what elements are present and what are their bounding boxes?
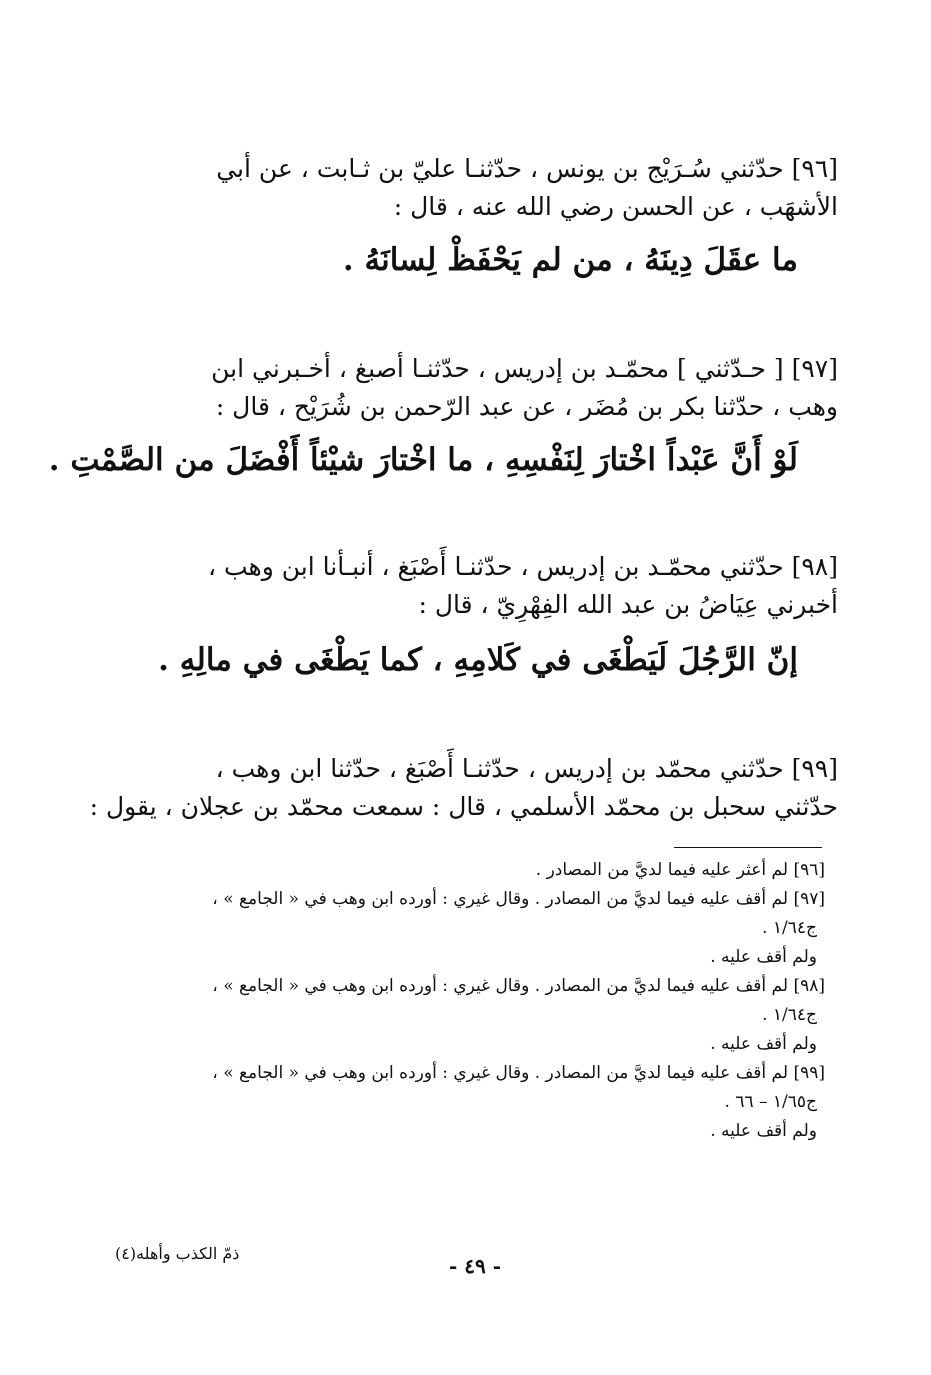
hadith-line: [٩٧] [ حـدّثني ] محمّـد بن إدريس ، حدّثنـا أصبغ ، أخـبرني ابن (211, 354, 838, 383)
footnote-line: ج١/٦٤ . (762, 1005, 817, 1025)
hadith-line: [٩٩] حدّثني محمّد بن إدريس ، حدّثنـا أَصْبَغ ، حدّثنا ابن وهب ، (215, 754, 838, 783)
hadith-96 (150, 150, 838, 282)
footnotes (135, 856, 825, 1146)
page-number: - ٤٩ - (448, 1254, 501, 1278)
hadith-line: الأشهَب ، عن الحسن رضي الله عنه ، قال : (393, 192, 838, 221)
hadith-98 (150, 548, 838, 682)
footnote-line: [٩٦] لم أعثر عليه فيما لديَّ من المصادر . (535, 860, 825, 880)
hadith-line: حدّثني سحبل بن محمّد الأسلمي ، قال : سمعت محمّد بن عجلان ، يقول : (89, 792, 838, 821)
hadith-line: وهب ، حدّثنا بكر بن مُضَر ، عن عبد الرّحمن بن شُرَيْح ، قال : (215, 392, 838, 421)
hadith-97 (48, 350, 838, 482)
footnote-divider (674, 847, 822, 848)
footnote-line: [٩٧] لم أقف عليه فيما لديَّ من المصادر . وقال غيري : أورده ابن وهب في « الجامع » ، (212, 889, 825, 909)
footnote-line: [٩٨] لم أقف عليه فيما لديَّ من المصادر . وقال غيري : أورده ابن وهب في « الجامع » ، (212, 976, 825, 996)
hadith-line: [٩٨] حدّثني محمّـد بن إدريس ، حدّثنـا أَصْبَغ ، أنبـأنا ابن وهب ، (207, 552, 838, 581)
footnote-line: ولم أقف عليه . (710, 1121, 817, 1141)
footnote-line: ج١/٦٤ . (762, 918, 817, 938)
hadith-line: [٩٦] حدّثني سُـرَيْج بن يونس ، حدّثنـا عليّ بن ثـابت ، عن أبي (216, 154, 838, 183)
hadith-quote: لَوْ أَنَّ عَبْداً اخْتارَ لِنَفْسِهِ ، ما اخْتارَ شيْئاً أَفْضَلَ من الصَّمْتِ . (48, 442, 798, 478)
footnote-line: ولم أقف عليه . (710, 947, 817, 967)
footnote-line: [٩٩] لم أقف عليه فيما لديَّ من المصادر . وقال غيري : أورده ابن وهب في « الجامع » ، (212, 1063, 825, 1083)
footnote-line: ج١/٦٥ – ٦٦ . (724, 1092, 817, 1112)
hadith-line: أخبرني عِيَاضُ بن عبد الله الفِهْرِيّ ، قال : (418, 590, 838, 619)
hadith-quote: ما عقَلَ دِينَهُ ، من لم يَحْفَظْ لِسانَهُ . (342, 242, 798, 278)
hadith-99 (89, 750, 838, 826)
hadith-quote: إنّ الرَّجُلَ لَيَطْغَى في كَلامِهِ ، كما يَطْغَى في مالِهِ . (158, 642, 798, 678)
footnote-line: ولم أقف عليه . (710, 1034, 817, 1054)
book-title: ذمّ الكذب وأهله(٤) (115, 1244, 240, 1263)
